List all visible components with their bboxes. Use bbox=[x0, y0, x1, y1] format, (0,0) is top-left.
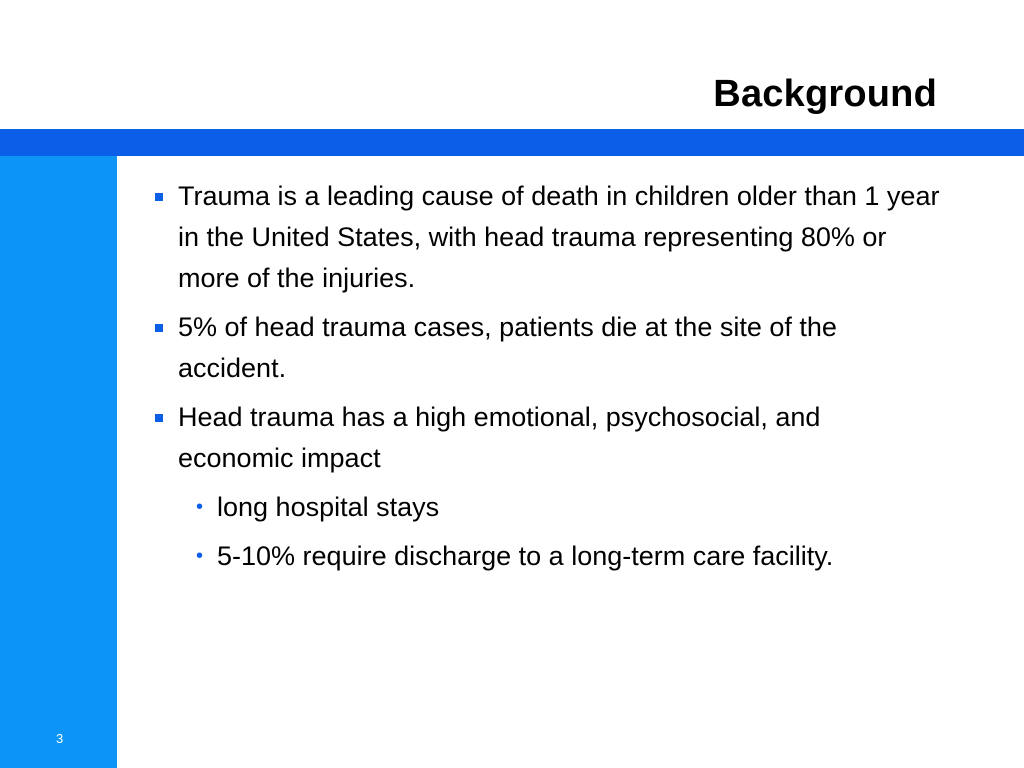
sub-bullet-item bbox=[188, 487, 990, 528]
bullet-item bbox=[150, 307, 930, 389]
bullet-text: Head trauma has a high emotional, psychosocial, and economic impact bbox=[178, 402, 821, 473]
slide-number: 3 bbox=[56, 731, 64, 746]
left-accent-bar bbox=[0, 156, 117, 768]
sub-bullet-text: 5-10% require discharge to a long-term care facility. bbox=[217, 541, 834, 571]
square-bullet-icon bbox=[155, 414, 163, 422]
round-bullet-icon: • bbox=[196, 545, 204, 567]
top-accent-bar bbox=[0, 129, 1024, 156]
sub-bullet-text: long hospital stays bbox=[217, 492, 440, 522]
bullet-text: Trauma is a leading cause of death in children older than 1 year in the United States, with head trauma representing 80% or more of the injuries. bbox=[178, 181, 940, 293]
bullet-item bbox=[150, 176, 940, 299]
slide-title: Background bbox=[713, 73, 937, 115]
round-bullet-icon: • bbox=[196, 496, 204, 518]
bullet-list bbox=[150, 176, 990, 585]
square-bullet-icon bbox=[155, 324, 163, 332]
bullet-item bbox=[150, 397, 940, 479]
square-bullet-icon bbox=[155, 193, 163, 201]
sub-bullet-item bbox=[188, 536, 888, 577]
bullet-text: 5% of head trauma cases, patients die at the site of the accident. bbox=[178, 312, 837, 383]
